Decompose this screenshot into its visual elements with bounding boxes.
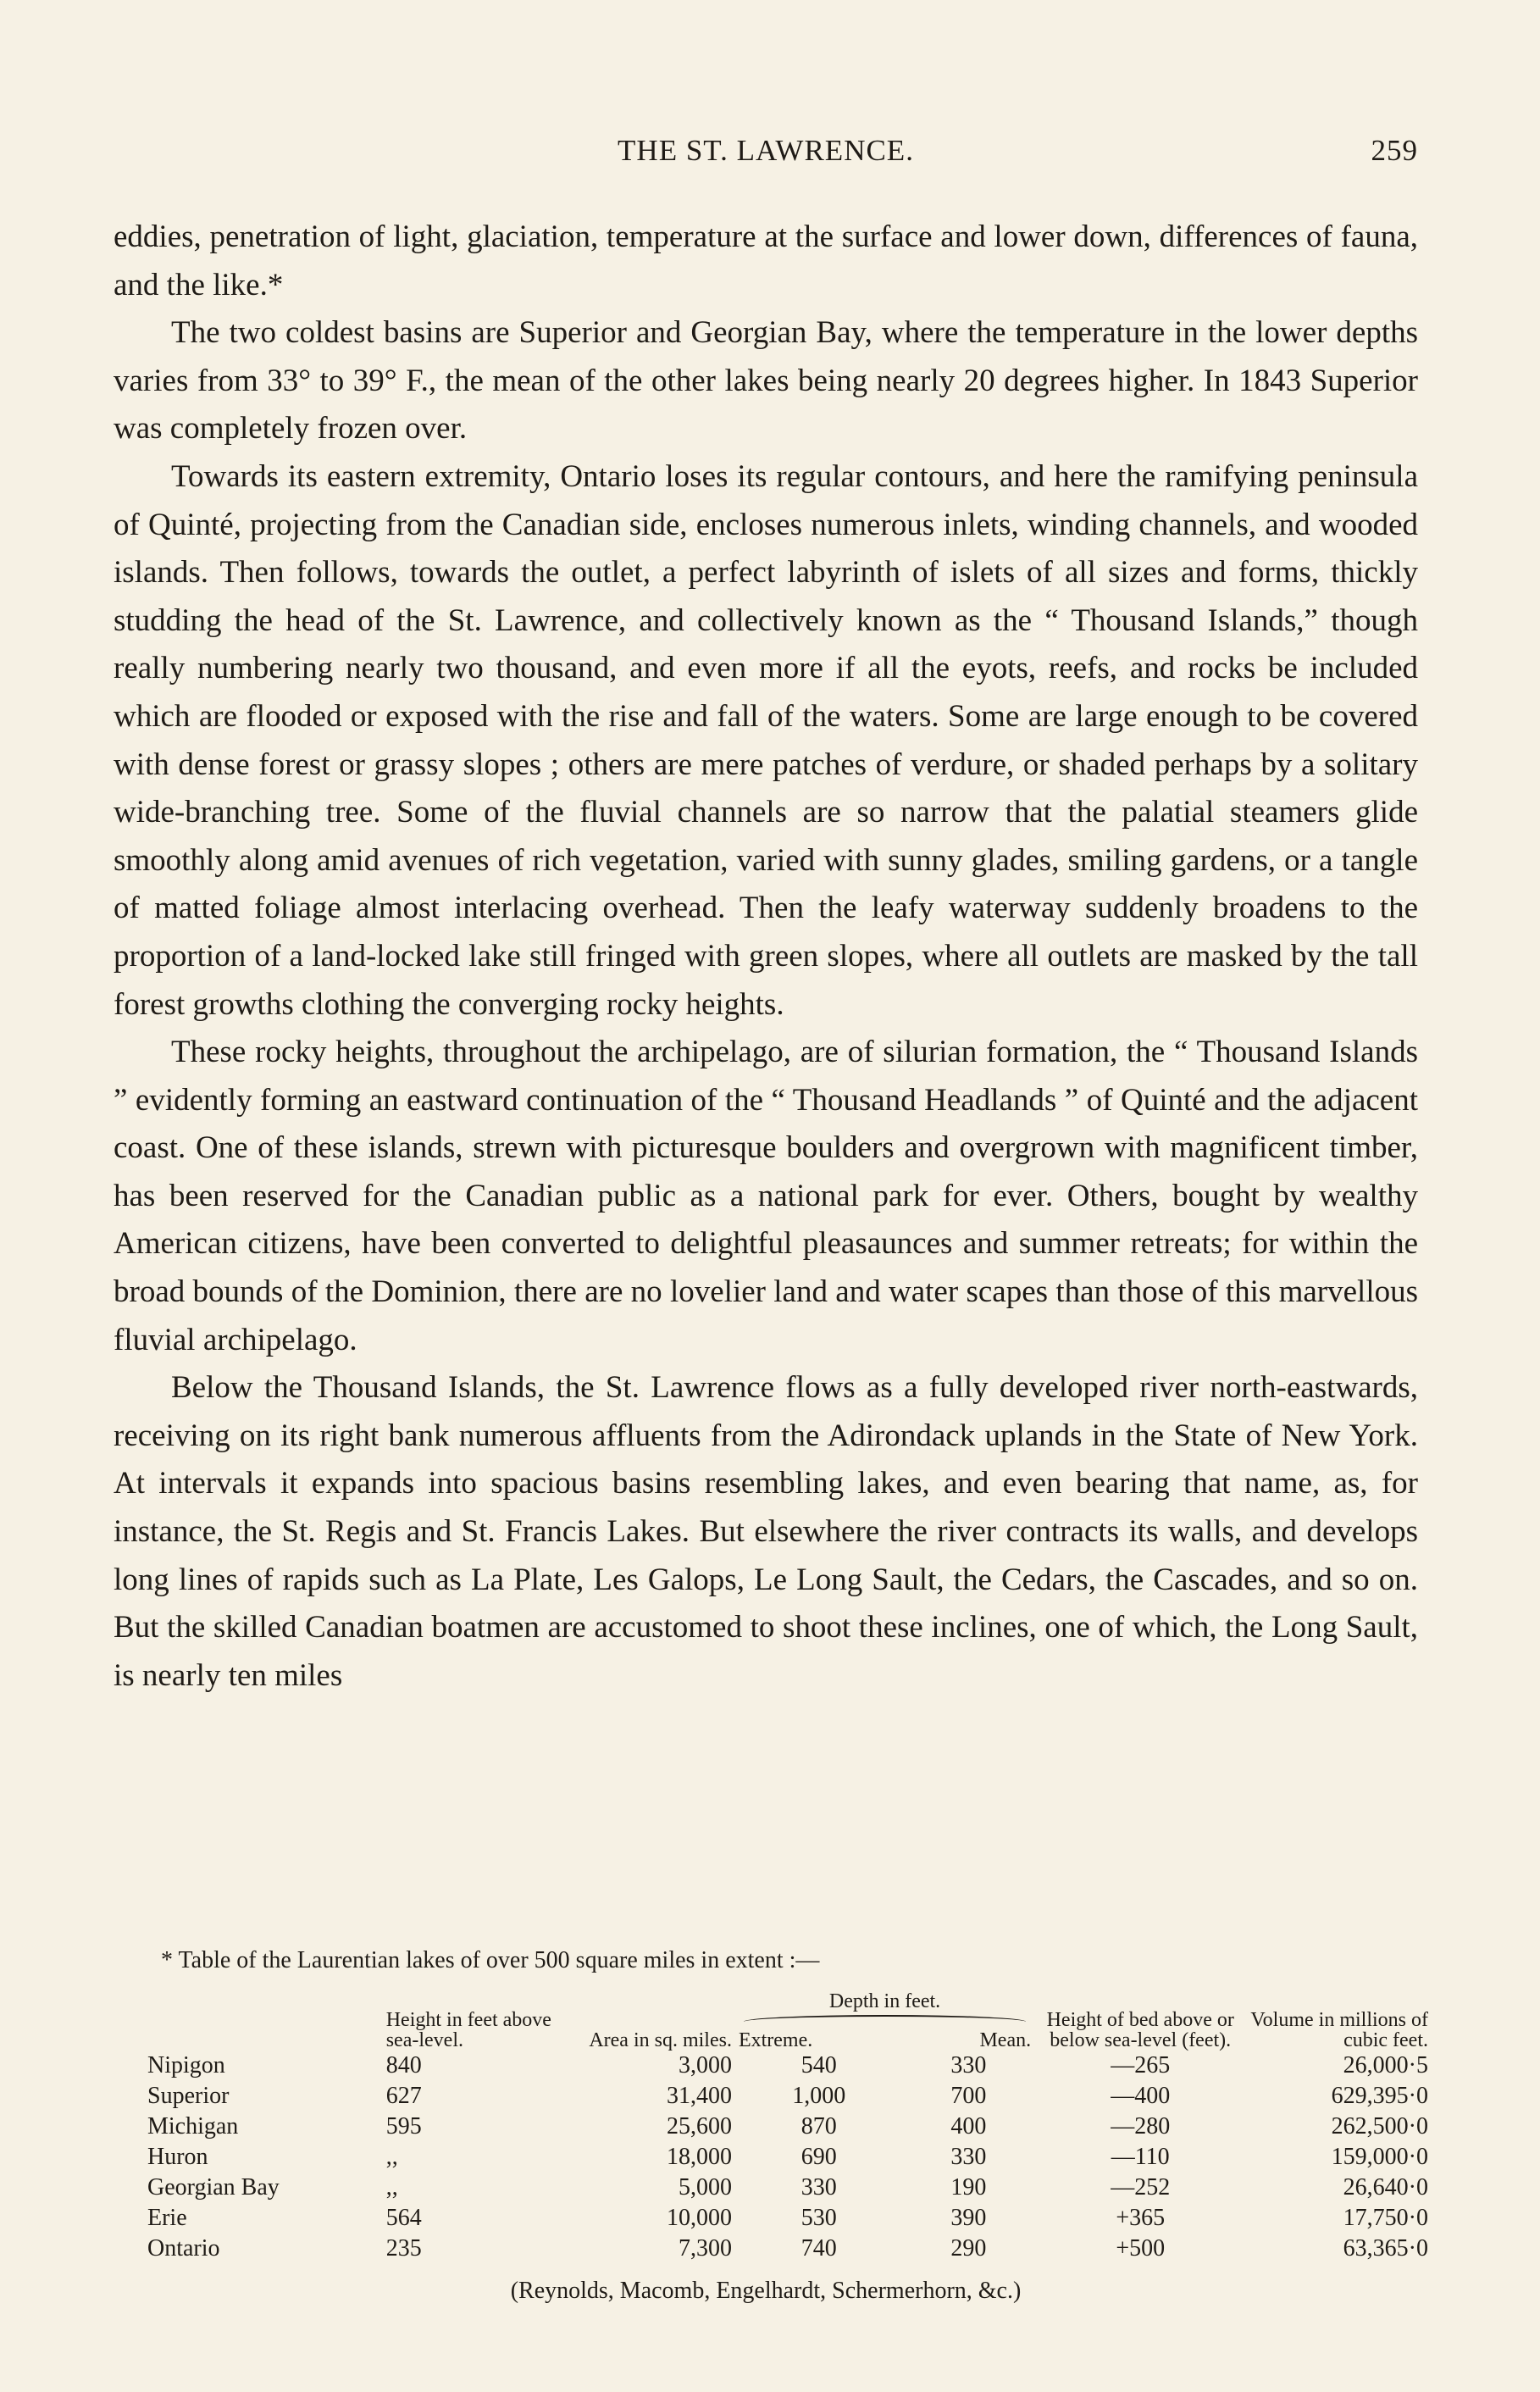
body-text: [114, 214, 1418, 1700]
col-header-volume: Volume in millions of cubic feet.: [1250, 2009, 1428, 2051]
table-cell-mean: 390: [950, 2205, 987, 2231]
depth-group-label: Depth in feet.: [828, 1990, 941, 2012]
table-row: [144, 2112, 1432, 2142]
table-cell-volume: 17,750·0: [1343, 2205, 1428, 2231]
footnote-source: (Reynolds, Macomb, Engelhardt, Schermerhorn, &c.): [510, 2278, 1022, 2304]
table-cell-bed: —110: [1111, 2144, 1170, 2170]
footnote-intro: * Table of the Laurentian lakes of over 500 square miles in extent :—: [161, 1947, 820, 1973]
table-row: [144, 2173, 1432, 2203]
table-cell-volume: 629,395·0: [1331, 2083, 1428, 2109]
table-cell-mean: 330: [950, 2052, 987, 2078]
table-cell-height: 840: [385, 2052, 422, 2078]
table-cell-extreme: 530: [800, 2205, 837, 2231]
table-cell-extreme: 330: [800, 2174, 837, 2201]
table-cell-volume: 159,000·0: [1331, 2144, 1428, 2170]
table-cell-extreme: 740: [800, 2235, 837, 2262]
table-cell-height: 627: [385, 2083, 422, 2109]
lakes-table: [144, 1991, 1432, 2264]
table-cell-area: 25,600: [666, 2113, 732, 2139]
table-cell-volume: 262,500·0: [1331, 2113, 1428, 2139]
table-cell-name: Michigan: [147, 2113, 239, 2139]
table-cell-mean: 400: [950, 2113, 987, 2139]
table-cell-volume: 26,640·0: [1343, 2174, 1428, 2201]
table-cell-bed: —265: [1111, 2052, 1171, 2078]
col-header-height: Height in feet above sea-level.: [385, 2009, 551, 2051]
col-header-area: Area in sq. miles.: [589, 2029, 732, 2051]
table-cell-mean: 330: [950, 2144, 987, 2170]
table-cell-mean: 700: [950, 2083, 987, 2109]
col-header-mean: Mean.: [979, 2029, 1032, 2051]
depth-brace: [744, 2015, 1026, 2028]
col-header-depth: [735, 1991, 1034, 2051]
lakes-table-body: [144, 2051, 1432, 2264]
table-cell-volume: 26,000·5: [1343, 2052, 1428, 2078]
page-number: 259: [1371, 134, 1418, 167]
running-header: [114, 134, 1418, 176]
table-row: [144, 2234, 1432, 2264]
table-cell-mean: 190: [950, 2174, 987, 2201]
table-cell-extreme: 1,000: [792, 2083, 846, 2109]
table-cell-area: 3,000: [678, 2052, 732, 2078]
table-row: [144, 2203, 1432, 2234]
table-cell-extreme: 690: [800, 2144, 837, 2170]
table-cell-extreme: 870: [800, 2113, 837, 2139]
table-cell-height: 564: [385, 2205, 422, 2231]
table-cell-area: 10,000: [666, 2205, 732, 2231]
table-cell-name: Georgian Bay: [147, 2174, 280, 2201]
table-cell-height: 595: [385, 2113, 422, 2139]
table-cell-area: 5,000: [678, 2174, 732, 2201]
col-header-bed: Height of bed above or below sea-level (feet).: [1046, 2009, 1234, 2051]
table-cell-area: 18,000: [666, 2144, 732, 2170]
table-row: [144, 2051, 1432, 2081]
table-cell-volume: 63,365·0: [1343, 2235, 1428, 2262]
paragraph: Towards its eastern extremity, Ontario loses its regular contours, and here the ramifying peninsula of Quinté, projecting from the Canadian side, encloses numerous inlets, winding channels, and wooded islands. Then follows, towards the outlet, a perfect labyrinth of islets of all sizes and forms, thickly studding the head of the St. Lawrence, and collectively known as the “ Thousand Islands,” though really numbering nearly two thousand, and even more if all the eyots, reefs, and rocks be included which are flooded or exposed with the rise and fall of the waters. Some are large enough to be covered with dense forest or grassy slopes ; others are mere patches of verdure, or shaded perhaps by a solitary wide-branching tree. Some of the fluvial channels are so narrow that the palatial steamers glide smoothly along amid avenues of rich vegetation, varied with sunny glades, smiling gardens, or a tangle of matted foliage almost interlacing overhead. Then the leafy waterway suddenly broadens to the proportion of a land-locked lake still fringed with green slopes, where all outlets are masked by the tall forest growths clothing the converging rocky heights.: [114, 458, 1418, 1022]
table-row: [144, 2142, 1432, 2173]
col-header-name: [144, 1991, 383, 2051]
table-cell-area: 7,300: [678, 2235, 732, 2262]
table-cell-name: Superior: [147, 2083, 230, 2109]
paragraph: eddies, penetration of light, glaciation, temperature at the surface and lower down, differences of fauna, and the like.*: [114, 219, 1418, 302]
table-cell-name: Erie: [147, 2205, 187, 2231]
col-header-extreme: Extreme.: [738, 2029, 813, 2051]
running-title: THE ST. LAWRENCE.: [618, 134, 914, 167]
table-cell-bed: —280: [1111, 2113, 1171, 2139]
paragraph: Below the Thousand Islands, the St. Lawrence flows as a fully developed river north-eastwards, receiving on its right bank numerous affluents from the Adirondack uplands in the State of New York. At intervals it expands into spacious basins resembling lakes, and even bearing that name, as, for instance, the St. Regis and St. Francis Lakes. But elsewhere the river contracts its walls, and develops long lines of rapids such as La Plate, Les Galops, Le Long Sault, the Cedars, the Cascades, and so on. But the skilled Canadian boatmen are accustomed to shoot these inclines, one of which, the Long Sault, is nearly ten miles: [114, 1370, 1418, 1693]
table-cell-height: 235: [385, 2235, 422, 2262]
table-cell-bed: —252: [1111, 2174, 1171, 2201]
table-row: [144, 2081, 1432, 2112]
table-cell-name: Ontario: [147, 2235, 220, 2262]
table-cell-area: 31,400: [666, 2083, 732, 2109]
table-cell-bed: —400: [1111, 2083, 1171, 2109]
paragraph: These rocky heights, throughout the archipelago, are of silurian formation, the “ Thousand Islands ” evidently forming an eastward continuation of the “ Thousand Headlands ” of Quinté and the adjacent coast. One of these islands, strewn with picturesque boulders and overgrown with magnificent timber, has been reserved for the Canadian public as a national park for ever. Others, bought by wealthy American citizens, have been converted to delightful pleasaunces and summer retreats; for within the broad bounds of the Dominion, there are no lovelier land and water scapes than those of this marvellous fluvial archipelago.: [114, 1035, 1418, 1357]
table-cell-mean: 290: [950, 2235, 987, 2262]
table-cell-height: ,,: [385, 2174, 398, 2201]
table-cell-bed: +500: [1116, 2235, 1166, 2262]
table-cell-extreme: 540: [800, 2052, 837, 2078]
paragraph: The two coldest basins are Superior and Georgian Bay, where the temperature in the lower depths varies from 33° to 39° F., the mean of the other lakes being nearly 20 degrees higher. In 1843 Superior was completely frozen over.: [114, 315, 1418, 447]
table-cell-height: ,,: [385, 2144, 398, 2170]
table-cell-name: Huron: [147, 2144, 208, 2170]
table-cell-bed: +365: [1116, 2205, 1166, 2231]
table-cell-name: Nipigon: [147, 2052, 225, 2078]
